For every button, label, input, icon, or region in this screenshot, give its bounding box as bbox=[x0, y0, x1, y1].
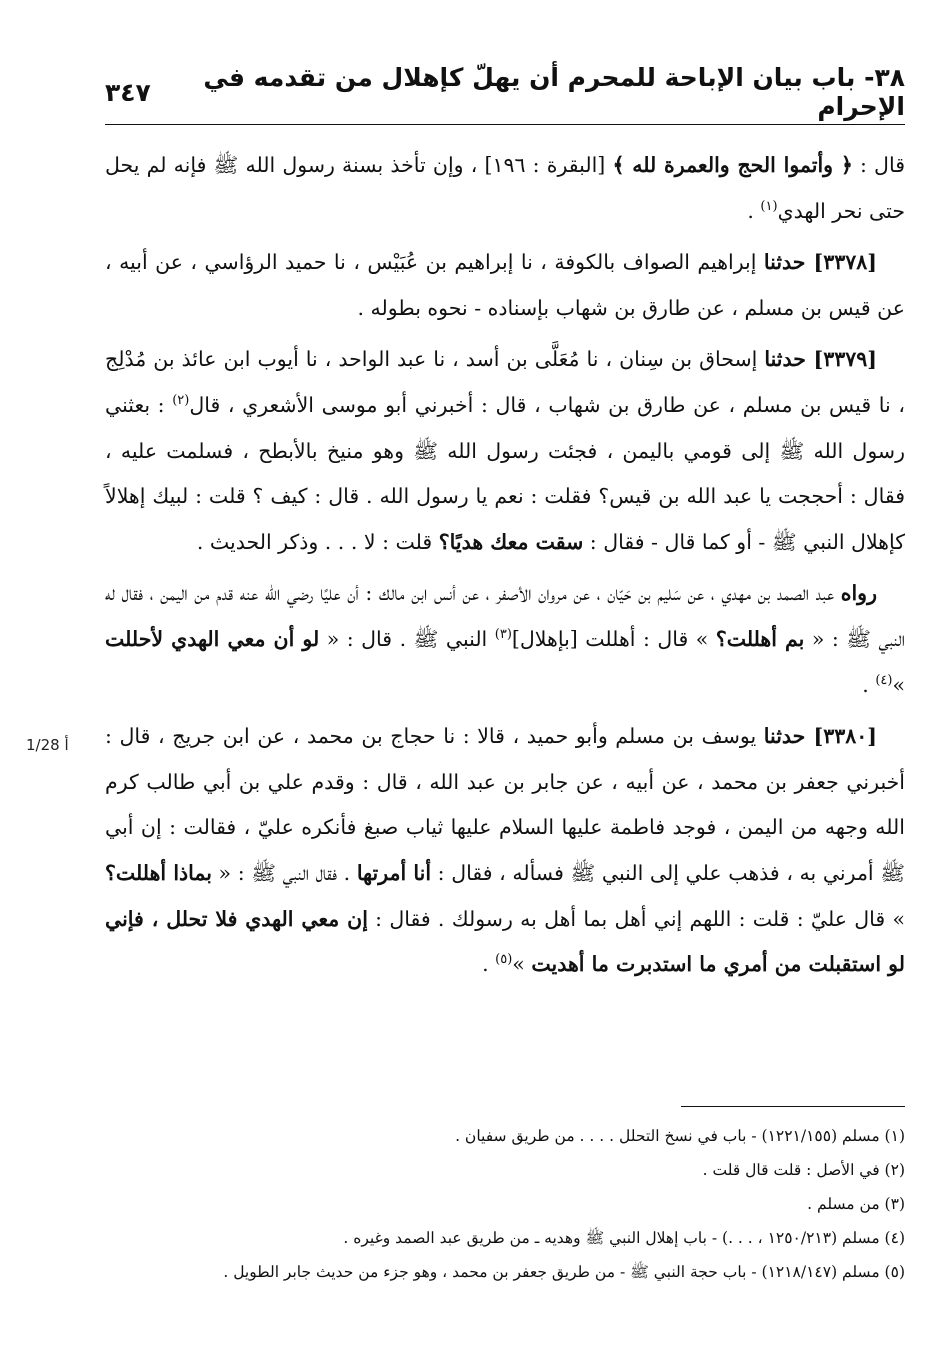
bold-text: [٣٣٨٠] حدثنا bbox=[763, 724, 877, 749]
footnote-divider bbox=[681, 1106, 905, 1107]
page-number: ٣٤٧ bbox=[105, 77, 151, 107]
text-run: » قال عليّ : قلت : اللهم إني أهل بما أهل به رسولك . فقال : bbox=[367, 906, 905, 931]
footnote: (٢) في الأصل : قلت قال قلت . bbox=[702, 1161, 905, 1179]
paragraph bbox=[105, 571, 905, 708]
paragraph bbox=[105, 143, 905, 234]
text-run: عبد الصمد بن مهدي ، عن سَليم بن حَيّان ، عن مروان الأصفر ، عن أنس ابن مالك : أن عليًا رضي الله عنه قدم من اليمن ، فقال له النبي ﷺ : « bbox=[105, 581, 905, 651]
bold-text: [٣٣٧٩] حدثنا bbox=[764, 347, 877, 372]
header-divider bbox=[105, 124, 905, 125]
bold-text: سقت معك هديًا؟ bbox=[438, 529, 584, 554]
paragraph bbox=[105, 714, 905, 988]
footnotes bbox=[105, 1119, 905, 1289]
footnote: (١) مسلم (١٢٢١/١٥٥) - باب في نسخ التحلل . . . . من طريق سفيان . bbox=[455, 1127, 905, 1145]
main-text bbox=[105, 143, 905, 994]
text-run: » bbox=[892, 672, 905, 697]
bold-text: ﴿ وأتموا الحج والعمرة لله ﴾ bbox=[612, 153, 853, 177]
text-run: [البقرة : ١٩٦] ، وإن تأخذ بسنة رسول الله ﷺ فإنه لم يحل حتى نحر الهدي bbox=[105, 153, 905, 223]
page-header bbox=[105, 63, 905, 121]
bold-text: [٣٣٧٨] حدثنا bbox=[763, 250, 877, 275]
footnote-ref: (٣) bbox=[494, 627, 512, 643]
text-run: . فقال النبي ﷺ : « bbox=[211, 860, 357, 885]
footnote: (٤) مسلم (١٢٥٠/٢١٣ ، . . .) - باب إهلال النبي ﷺ وهديه ـ من طريق عبد الصمد وغيره . bbox=[343, 1229, 905, 1247]
footnote-ref: (٥) bbox=[495, 952, 513, 968]
text-run: إسحاق بن سِنان ، نا مُعَلَّى بن أسد ، نا عبد الواحد ، نا أيوب ابن عائذ بن مُدْلِج ، نا قيس بن مسلم ، عن طارق بن شهاب ، قال : أخبرني أبو موسى الأشعري ، قال bbox=[105, 347, 905, 417]
text-run: . bbox=[747, 198, 761, 223]
paragraph bbox=[105, 337, 905, 565]
text-run: قلت : لا . . . وذكر الحديث . bbox=[196, 529, 439, 554]
paragraph bbox=[105, 240, 905, 331]
text-run: » bbox=[512, 952, 532, 977]
footnote: (٣) من مسلم . bbox=[807, 1195, 905, 1213]
text-run: قال : bbox=[852, 153, 905, 177]
chapter-title: ٣٨- باب بيان الإباحة للمحرم أن يهلّ كإهلال من تقدمه في الإحرام bbox=[203, 63, 905, 121]
text-run: النبي ﷺ . قال : « bbox=[319, 626, 495, 651]
text-run: يوسف بن مسلم وأبو حميد ، قالا : نا حجاج بن محمد ، عن ابن جريج ، قال : أخبرني جعفر بن محمد ، عن أبيه ، عن جابر بن عبد الله ، قال : وقدم علي بن أبي طالب كرم الله وجهه من اليمن ، فوجد فاطمة عليها السلام عليها ثياب صبغ فأنكره عليّ ، فقالت : إن أبي ﷺ أمرني به ، فذهب علي إلى النبي ﷺ فسأله ، فقال : bbox=[105, 724, 905, 885]
bold-text: بماذا أهللت؟ bbox=[105, 860, 212, 885]
text-run: : بعثني رسول الله ﷺ إلى قومي باليمن ، فجئت رسول الله ﷺ وهو منيخ بالأبطح ، فسلمت عليه ، فقال : أحججت يا عبد الله بن قيس؟ فقلت : نعم يا رسول الله . قال : كيف ؟ قلت : لبيك إهلالاً كإهلال النبي ﷺ - أو كما قال - فقال : bbox=[105, 392, 905, 554]
footnote-ref: (٢) bbox=[172, 393, 190, 409]
bold-text: رواه bbox=[840, 581, 877, 606]
manuscript-folio-note: 1/28 أ bbox=[26, 736, 69, 754]
bold-text: إن معي الهدي فلا تحلل ، فإني لو استقبلت من أمري ما استدبرت ما أهديت bbox=[105, 906, 905, 977]
text-run: إبراهيم الصواف بالكوفة ، نا إبراهيم بن عُبَيْس ، نا حميد الرؤاسي ، عن أبيه ، عن قيس بن مسلم ، عن طارق بن شهاب بإسناده - نحوه بطوله . bbox=[105, 250, 905, 320]
footnote: (٥) مسلم (١٢١٨/١٤٧) - باب حجة النبي ﷺ - من طريق جعفر بن محمد ، وهو جزء من حديث جابر الطويل . bbox=[223, 1263, 905, 1281]
text-run: » قال : أهللت [بإهلال] bbox=[511, 626, 716, 651]
bold-text: أنا أمرتها bbox=[356, 860, 432, 885]
bold-text: بم أهللت؟ bbox=[715, 626, 805, 651]
footnote-ref: (٤) bbox=[875, 672, 893, 688]
text-run: . bbox=[482, 952, 496, 977]
text-run: . bbox=[862, 672, 876, 697]
footnote-ref: (١) bbox=[760, 198, 778, 214]
bold-text: لو أن معي الهدي لأحللت bbox=[105, 626, 320, 651]
